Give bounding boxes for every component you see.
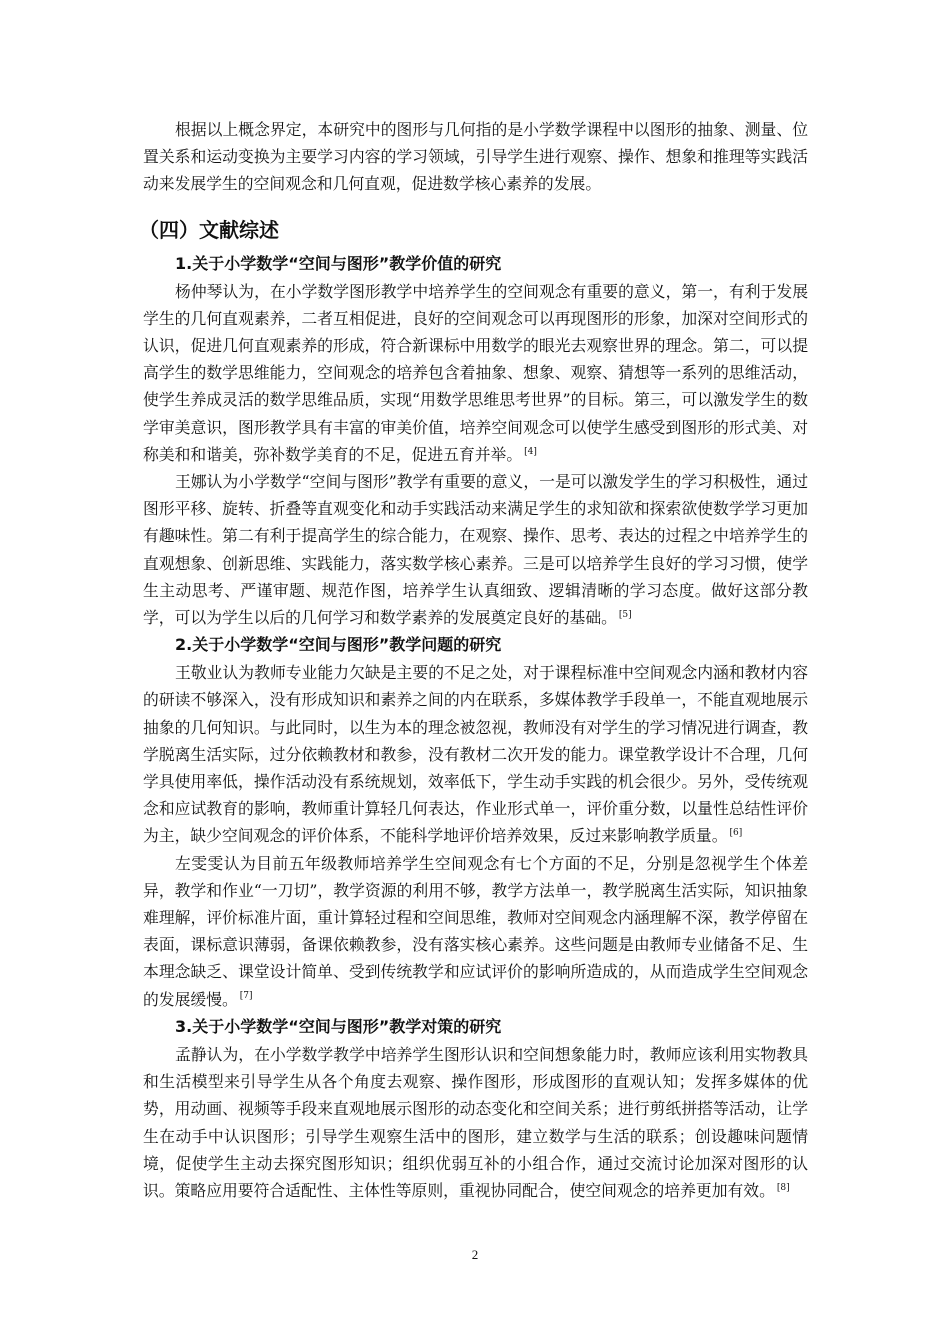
subheading-strategy-research: 3.关于小学数学“空间与图形”教学对策的研究 xyxy=(175,1016,502,1036)
subheading-value-research: 1.关于小学数学“空间与图形”教学价值的研究 xyxy=(175,253,502,273)
citation-8: [8] xyxy=(776,1182,790,1193)
paragraph-meng xyxy=(143,1041,808,1204)
paragraph-yang xyxy=(143,278,808,468)
paragraph-text: 王娜认为小学数学“空间与图形”教学有重要的意义，一是可以激发学生的学习积极性，通过图形平移、旋转、折叠等直观变化和动手实践活动来满足学生的求知欲和探索欲使数学学习更加有趣味性。第二有利于提高学生的综合能力，在观察、操作、思考、表达的过程之中培养学生的直观想象、创新思维、实践能力，落实数学核心素养。三是可以培养学生良好的学习习惯，使学生主动思考、严谨审题、规范作图，培养学生认真细致、逻辑清晰的学习态度。做好这部分教学，可以为学生以后的几何学习和数学素养的发展奠定良好的基础。 xyxy=(143,472,808,628)
paragraph-zuo xyxy=(143,850,808,1013)
citation-5: [5] xyxy=(618,609,632,620)
paragraph-wang-jingye xyxy=(143,659,808,849)
page-body xyxy=(139,116,808,1204)
intro-paragraph xyxy=(143,116,808,198)
paragraph-text: 孟静认为，在小学数学教学中培养学生图形认识和空间想象能力时，教师应该利用实物教具和生活模型来引导学生从各个角度去观察、操作图形，形成图形的直观认知；发挥多媒体的优势，用动画、视频等手段来直观地展示图形的动态变化和空间关系；进行剪纸拼搭等活动，让学生在动手中认识图形；引导学生观察生活中的图形，建立数学与生活的联系；创设趣味问题情境，促使学生主动去探究图形知识；组织优弱互补的小组合作，通过交流讨论加深对图形的认识。策略应用要符合适配性、主体性等原则，重视协同配合，使空间观念的培养更加有效。 xyxy=(143,1044,808,1200)
citation-6: [6] xyxy=(729,828,743,839)
section-heading: （四）文献综述 xyxy=(139,217,279,242)
paragraph-text: 王敬业认为教师专业能力欠缺是主要的不足之处，对于课程标准中空间观念内涵和教材内容的研读不够深入，没有形成知识和素养之间的内在联系，多媒体教学手段单一，不能直观地展示抽象的几何知识。与此同时，以生为本的理念被忽视，教师没有对学生的学习情况进行调查，教学脱离生活实际，过分依赖教材和教参，没有教材二次开发的能力。课堂教学设计不合理，几何学具使用率低，操作活动没有系统规划，效率低下，学生动手实践的机会很少。另外，受传统观念和应试教育的影响，教师重计算轻几何表达，作业形式单一，评价重分数，以量性总结性评价为主，缺少空间观念的评价体系，不能科学地评价培养效果，反过来影响教学质量。 xyxy=(143,663,808,846)
paragraph-text: 左雯雯认为目前五年级教师培养学生空间观念有七个方面的不足，分别是忽视学生个体差异，教学和作业“一刀切”，教学资源的利用不够，教学方法单一，教学脱离生活实际，知识抽象难理解，评价标准片面，重计算轻过程和空间思维，教师对空间观念内涵理解不深，教学停留在表面，课标意识薄弱，备课依赖教参，没有落实核心素养。这些问题是由教师专业储备不足、生本理念缺乏、课堂设计简单、受到传统教学和应试评价的影响所造成的，从而造成学生空间观念的发展缓慢。 xyxy=(143,853,808,1009)
citation-4: [4] xyxy=(524,446,537,457)
page-number: 2 xyxy=(471,1247,479,1262)
subheading-problem-research: 2.关于小学数学“空间与图形”教学问题的研究 xyxy=(175,635,502,655)
paragraph-text: 杨仲琴认为，在小学数学图形教学中培养学生的空间观念有重要的意义，第一，有利于发展学生的几何直观素养，二者互相促进，良好的空间观念可以再现图形的形象，加深对空间形式的认识，促进几何直观素养的形成，符合新课标中用数学的眼光去观察世界的理念。第二，可以提高学生的数学思维能力，空间观念的培养包含着抽象、想象、观察、猜想等一系列的思维活动，使学生养成灵活的数学思维品质，实现“用数学思维思考世界”的目标。第三，可以激发学生的数学审美意识，图形教学具有丰富的审美价值，培养空间观念可以使学生感受到图形的形式美、对称美和和谐美，弥补数学美育的不足，促进五育并举。 xyxy=(143,281,808,464)
paragraph-wang-na xyxy=(143,468,808,631)
citation-7: [7] xyxy=(239,991,253,1002)
intro-text: 根据以上概念界定，本研究中的图形与几何指的是小学数学课程中以图形的抽象、测量、位置关系和运动变换为主要学习内容的学习领域，引导学生进行观察、操作、想象和推理等实践活动来发展学生的空间观念和几何直观，促进数学核心素养的发展。 xyxy=(143,120,808,194)
